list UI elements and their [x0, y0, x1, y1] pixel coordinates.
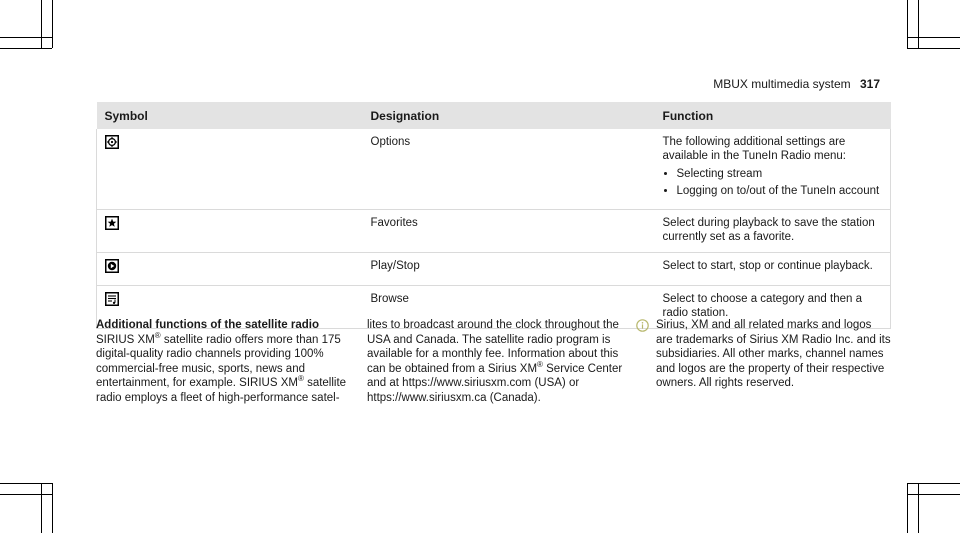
options-gear-icon [105, 135, 119, 149]
body-text: satellite radio employs a fleet of high-performance satel- [96, 377, 347, 404]
crop-mark [918, 483, 919, 533]
crop-mark [52, 483, 53, 533]
list-item: • Logging on to/out of the TuneIn account [677, 184, 883, 198]
body-text: SIRIUS XM [96, 333, 155, 346]
crop-mark [907, 0, 908, 48]
body-paragraph [96, 330, 354, 406]
header-function: Function [655, 102, 891, 129]
registered-mark: ® [537, 359, 543, 369]
body-column-1 [96, 318, 354, 405]
designation-cell: Browse [363, 286, 655, 329]
header-symbol: Symbol [97, 102, 363, 129]
crop-mark [0, 494, 52, 495]
crop-mark [907, 37, 960, 38]
body-column-2 [367, 318, 625, 405]
function-bullets [663, 167, 883, 198]
registered-mark: ® [297, 374, 304, 384]
crop-mark [907, 494, 960, 495]
header-designation: Designation [363, 102, 655, 129]
body-text: lites to broadcast around the clock throughout the USA and Canada. The satellite radio program is available for a monthly fee. Information about this can be obtained from a Sirius XM [367, 319, 619, 375]
crop-mark [0, 483, 52, 484]
function-cell: Select during playback to save the station currently set as a favorite. [655, 210, 891, 253]
body-paragraph [367, 318, 625, 405]
note-column [636, 318, 891, 391]
info-icon [636, 319, 649, 337]
browse-list-icon [105, 292, 119, 306]
symbol-cell [97, 253, 363, 286]
symbol-table [96, 102, 891, 329]
symbol-cell [97, 129, 363, 210]
play-stop-icon [105, 259, 119, 273]
function-cell [655, 129, 891, 210]
designation-cell: Play/Stop [363, 253, 655, 286]
running-header [713, 77, 880, 91]
function-cell: Select to choose a category and then a radio station. [655, 286, 891, 329]
table-row [97, 253, 891, 286]
favorites-star-icon [105, 216, 119, 230]
crop-mark [41, 483, 42, 533]
registered-mark: ® [154, 330, 161, 340]
crop-mark [907, 48, 960, 49]
designation-cell: Options [363, 129, 655, 210]
body-text: satellite radio offers more than 175 digital-quality radio channels providing 100% commercial-free music, sports, news and entertainment, for example. SIRIUS XM [96, 333, 341, 389]
crop-mark [0, 48, 52, 49]
body-text: Service Center and at https://www.siriusxm.com (USA) or https://www.siriusxm.ca (Canada). [367, 362, 623, 404]
designation-cell: Favorites [363, 210, 655, 253]
page-number: 317 [859, 77, 880, 91]
crop-mark [907, 483, 908, 533]
crop-mark [52, 0, 53, 48]
crop-mark [907, 483, 960, 484]
crop-mark [0, 37, 52, 38]
table-header-row [97, 102, 891, 129]
running-header-title: MBUX multimedia system [713, 77, 851, 91]
symbol-cell [97, 210, 363, 253]
list-item: • Selecting stream [677, 167, 883, 181]
table-row [97, 210, 891, 253]
table-row [97, 129, 891, 210]
crop-mark [918, 0, 919, 48]
note-text: Sirius, XM and all related marks and logos are trademarks of Sirius XM Radio Inc. and its subsidiaries. All other marks, channel names and logos are the property of their respective owners. All rights reserved. [656, 319, 891, 389]
crop-mark [41, 0, 42, 48]
section-title: Additional functions of the satellite radio [96, 319, 319, 331]
function-text: The following additional settings are available in the TuneIn Radio menu: [662, 136, 846, 162]
function-cell: Select to start, stop or continue playback. [655, 253, 891, 286]
